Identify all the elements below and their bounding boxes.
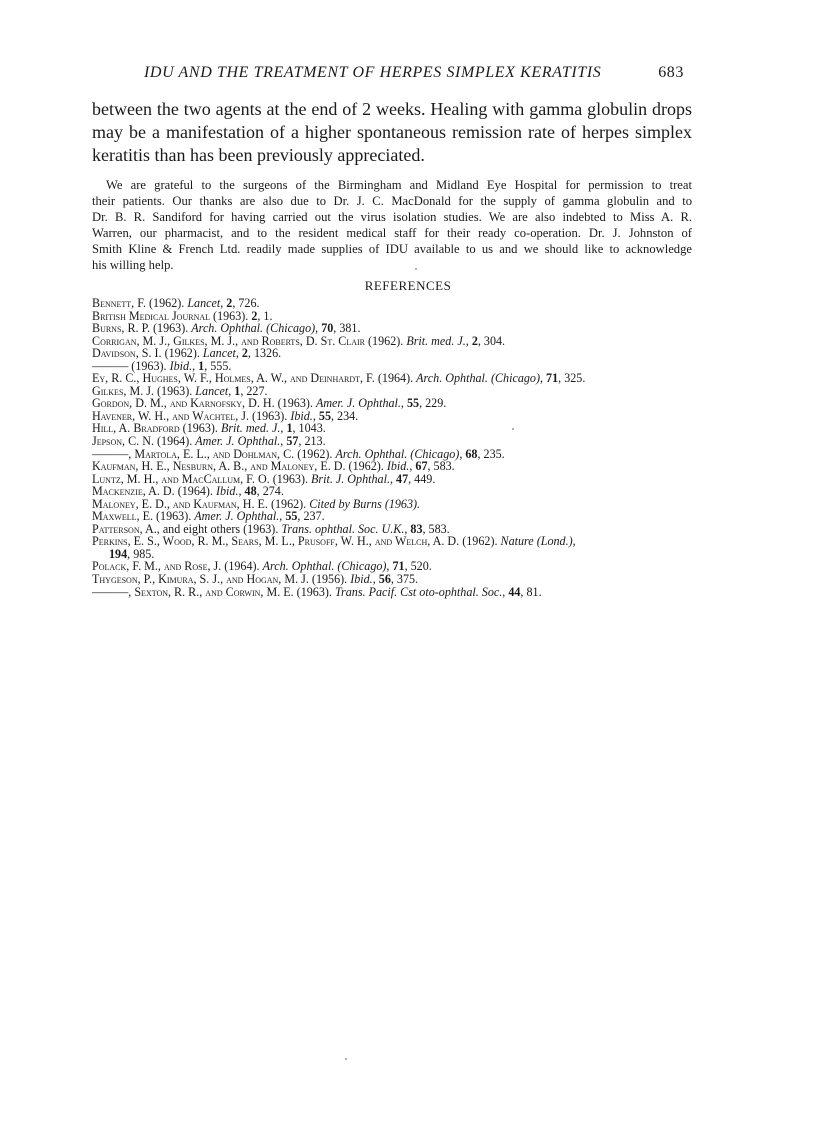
reference-year: (1964). — [174, 484, 216, 499]
reference-pages: , 237. — [297, 509, 325, 524]
ack-line: Dr. B. R. Sandiford for having carried out the virus isolation studies. We are also indebted to Miss A. R. — [92, 209, 692, 224]
reference-separator: , — [389, 471, 397, 486]
references-heading: REFERENCES — [364, 278, 452, 293]
reference-authors: Gordon, D. M., and Karnofsky, D. H. — [92, 396, 275, 411]
reference-entry — [92, 586, 692, 599]
reference-year: (1962). — [345, 459, 387, 474]
reference-volume: 47 — [396, 471, 409, 486]
reference-year: (1964). — [374, 371, 417, 386]
reference-pages: , 1. — [257, 308, 273, 323]
reference-separator: , — [409, 459, 416, 474]
reference-journal: Brit. med. J. — [220, 421, 281, 436]
reference-pages: , 375. — [390, 572, 419, 587]
reference-separator: (Chicago), — [334, 559, 393, 574]
ack-line: his willing help. — [92, 257, 174, 272]
reference-year: (1963). — [128, 358, 170, 373]
reference-separator: (Chicago), — [487, 371, 547, 386]
reference-pages: , 234. — [330, 408, 359, 423]
reference-journal: Cited by — [309, 496, 350, 511]
reference-pages: , 583. — [422, 521, 450, 536]
reference-journal: Ibid. — [386, 459, 410, 474]
scan-speck — [415, 268, 417, 270]
closing-line: keratitis than has been previously appreciated. — [92, 145, 425, 165]
reference-volume: 2 — [241, 346, 248, 361]
reference-authors: Perkins, E. S., Wood, R. M., Sears, M. L., Prusoff, W. H., and Welch, A. D. — [92, 534, 460, 549]
reference-year: (1963). — [152, 509, 195, 524]
reference-year: , and eight others (1963). — [156, 521, 282, 536]
reference-authors: Patterson, A. — [92, 521, 157, 536]
reference-authors: Bennett, F. — [92, 296, 146, 310]
reference-volume: 2 — [226, 296, 233, 310]
reference-journal: Arch. Ophthal. — [335, 446, 408, 461]
reference-volume: 48 — [244, 484, 257, 499]
closing-paragraph — [92, 98, 692, 167]
reference-journal: Amer. J. Ophthal. — [194, 509, 280, 524]
ack-line: Smith Kline & French Ltd. readily made supplies of IDU available to us and we should like to acknowledge — [92, 241, 692, 256]
reference-journal: Trans. Pacif. Cst oto-ophthal. Soc. — [334, 584, 503, 599]
reference-volume: 1 — [198, 358, 205, 373]
reference-separator: , — [220, 296, 227, 310]
reference-volume: 70 — [321, 321, 334, 336]
page-number: 683 — [658, 64, 684, 81]
acknowledgement-paragraph — [92, 178, 692, 273]
reference-year: (1963). — [293, 584, 335, 599]
reference-separator: , — [502, 584, 509, 599]
reference-authors: Maxwell, E. — [92, 509, 153, 524]
reference-volume: 71 — [392, 559, 405, 574]
reference-pages: , 213. — [298, 434, 326, 449]
reference-pages: , 1043. — [292, 421, 326, 436]
reference-entry — [92, 535, 692, 560]
scan-speck — [512, 428, 514, 430]
ack-line: We are grateful to the surgeons of the Birmingham and Midland Eye Hospital for permission to treat — [106, 178, 692, 192]
reference-separator: , — [280, 421, 287, 436]
reference-journal: Lancet — [202, 346, 236, 361]
reference-journal: Ibid. — [290, 408, 313, 423]
reference-year: (1962). — [459, 534, 501, 549]
reference-journal: Ibid. — [215, 484, 239, 499]
reference-separator: , — [280, 434, 287, 449]
reference-authors: Havener, W. H., and Wachtel, J. — [92, 408, 250, 423]
reference-authors: Davidson, S. I. — [92, 346, 162, 361]
reference-journal: Brit. J. Ophthal. — [311, 471, 390, 486]
reference-volume: 194 — [109, 546, 128, 561]
reference-journal: Amer. J. Ophthal. — [195, 434, 281, 449]
reference-authors: Gilkes, M. J. — [92, 383, 154, 398]
reference-journal: Lancet — [195, 383, 229, 398]
reference-volume: 56 — [378, 572, 391, 587]
reference-authors: ——— — [92, 358, 129, 373]
closing-line: may be a manifestation of a higher spontaneous remission rate of herpes simplex — [92, 122, 692, 142]
reference-separator: (Lond.), — [533, 534, 576, 549]
reference-separator: , — [465, 333, 472, 348]
reference-journal: Arch. Ophthal. — [191, 321, 264, 336]
reference-authors: Kaufman, H. E., Nesburn, A. B., and Maloney, E. D. — [92, 459, 346, 474]
reference-year: (1963). — [153, 383, 196, 398]
reference-authors: ———, Sexton, R. R., and Corwin, M. E. — [92, 584, 294, 599]
reference-volume: 55 — [285, 509, 298, 524]
reference-pages: , 325. — [558, 371, 586, 386]
reference-journal: Nature — [500, 534, 534, 549]
reference-year: (1962). — [294, 446, 336, 461]
reference-journal: Lancet — [187, 296, 221, 310]
reference-authors: Mackenzie, A. D. — [92, 484, 175, 499]
reference-separator: , — [279, 509, 286, 524]
reference-pages: , 520. — [404, 559, 432, 574]
reference-separator: , — [400, 396, 407, 411]
reference-volume: 44 — [508, 584, 521, 599]
reference-authors: Maloney, E. D., and Kaufman, H. E. — [92, 496, 268, 511]
reference-volume: 1 — [234, 383, 241, 398]
reference-journal: Arch. Ophthal. — [416, 371, 488, 386]
reference-year: (1963). — [269, 471, 312, 486]
reference-authors: ———, Martola, E. L., and Dohlman, C. — [92, 446, 295, 461]
reference-year: (1963). — [179, 421, 221, 436]
reference-journal: Ibid. — [350, 572, 373, 587]
reference-year: (1962). — [146, 296, 188, 310]
running-title: IDU AND THE TREATMENT OF HERPES SIMPLEX KERATITIS — [144, 64, 602, 81]
reference-separator: , — [228, 383, 235, 398]
ack-line: Warren, our pharmacist, and to the resident medical staff for their ready co-operation. Dr. J. Johnston of — [92, 225, 692, 240]
scan-speck — [345, 1058, 347, 1060]
reference-authors: Polack, F. M., and Rose, J. — [92, 559, 222, 574]
closing-line: between the two agents at the end of 2 weeks. Healing with gamma globulin drops — [92, 99, 692, 119]
reference-pages: , 1326. — [247, 346, 282, 361]
reference-volume: 55 — [318, 408, 331, 423]
reference-pages: , 235. — [477, 446, 505, 461]
reference-volume: 2 — [251, 308, 258, 323]
reference-authors: British Medical Journal — [92, 308, 211, 323]
reference-year: (1962). — [161, 346, 203, 361]
reference-authors: Jepson, C. N. — [92, 434, 154, 449]
reference-authors: Thygeson, P., Kimura, S. J., and Hogan, M. J. — [92, 572, 309, 587]
reference-year: (1963). — [274, 396, 316, 411]
reference-volume: 1 — [286, 421, 293, 436]
reference-volume: 83 — [410, 521, 423, 536]
reference-pages: , 274. — [256, 484, 284, 499]
reference-pages: , 555. — [204, 358, 232, 373]
reference-volume: 55 — [406, 396, 420, 411]
reference-journal: Trans. ophthal. Soc. U.K. — [281, 521, 405, 536]
reference-separator: , — [192, 358, 199, 373]
reference-authors: Luntz, M. H., and MacCallum, F. O. — [92, 471, 270, 486]
reference-journal: Amer. J. Ophthal. — [315, 396, 401, 411]
reference-year: (1964). — [153, 434, 196, 449]
reference-separator: , — [238, 484, 245, 499]
reference-year: (1962). — [365, 333, 407, 348]
reference-year: (1963). — [249, 408, 291, 423]
reference-pages: , 81. — [520, 584, 542, 599]
reference-authors: Hill, A. Bradford — [92, 421, 180, 436]
reference-separator: , — [312, 408, 319, 423]
reference-volume: 2 — [471, 333, 478, 348]
reference-volume: 71 — [546, 371, 559, 386]
reference-volume: 67 — [415, 459, 428, 474]
reference-separator: , — [404, 521, 411, 536]
reference-pages: , 304. — [477, 333, 506, 348]
reference-pages: , 985. — [127, 546, 155, 561]
reference-authors: Ey, R. C., Hughes, W. F., Holmes, A. W., and Deinhardt, F. — [92, 371, 375, 386]
reference-pages: , 381. — [333, 321, 361, 336]
reference-separator: Burns (1963). — [349, 496, 421, 511]
reference-separator: , — [372, 572, 379, 587]
reference-authors: Corrigan, M. J., Gilkes, M. J., and Roberts, D. St. Clair — [92, 333, 365, 348]
ack-line: their patients. Our thanks are also due to Dr. J. C. MacDonald for the supply of gamma globulin and to — [92, 193, 692, 208]
reference-pages: , 583. — [427, 459, 455, 474]
reference-separator: (Chicago), — [263, 321, 322, 336]
reference-pages: , 227. — [240, 383, 268, 398]
reference-journal: Arch. Ophthal. — [262, 559, 335, 574]
reference-pages: , 449. — [408, 471, 436, 486]
references-list — [92, 297, 692, 598]
reference-pages: , 726. — [232, 296, 260, 310]
reference-pages: , 229. — [419, 396, 447, 411]
reference-year: (1964). — [221, 559, 263, 574]
reference-journal: Brit. med. J. — [406, 333, 466, 348]
reference-separator: , — [235, 346, 242, 361]
reference-separator: (Chicago), — [407, 446, 466, 461]
reference-year: (1963). — [210, 308, 252, 323]
reference-volume: 68 — [465, 446, 478, 461]
reference-year: (1963). — [149, 321, 192, 336]
reference-journal: Ibid. — [169, 358, 193, 373]
reference-year: (1962). — [267, 496, 310, 511]
reference-year: (1956). — [308, 572, 351, 587]
reference-volume: 57 — [286, 434, 299, 449]
reference-authors: Burns, R. P. — [92, 321, 150, 336]
